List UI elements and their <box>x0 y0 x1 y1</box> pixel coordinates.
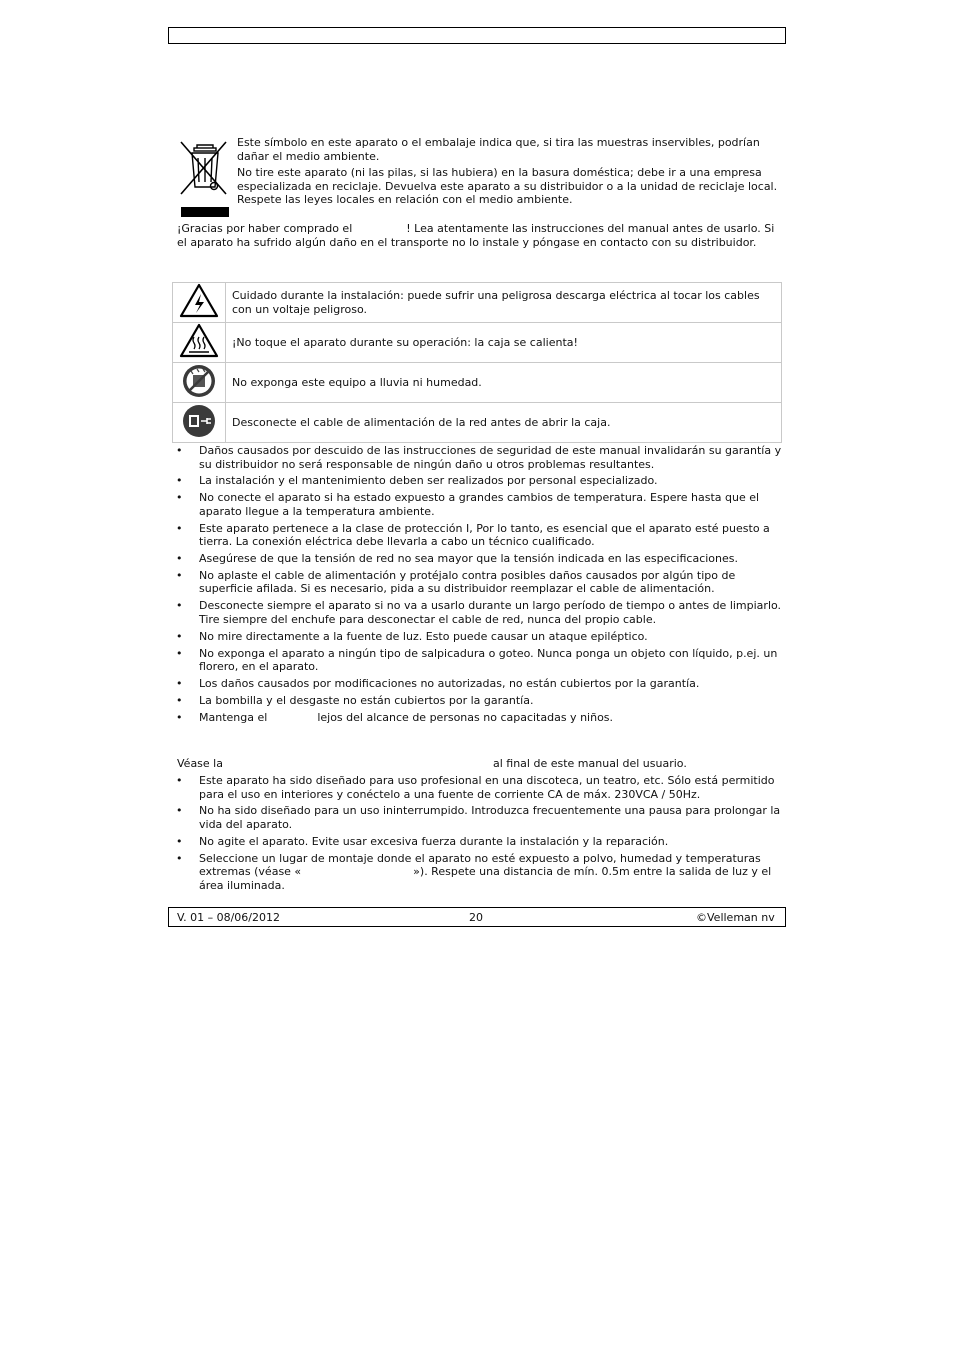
list-item: • No aplaste el cable de alimentación y protéjalo contra posibles daños causados por algún tipo de superficie afilada. Si es necesario, pida a su distribuidor reemplazar el cable de alimentación. <box>176 569 782 596</box>
weee-paragraph-2: No tire este aparato (ni las pilas, si las hubiera) en la basura doméstica; debe ir a una empresa especializada en reciclaje. Devuelva este aparato a su distribuidor o a la unidad de reciclaje local. Respete las leyes locales en relación con el medio ambiente. <box>237 166 778 206</box>
thanks-text-2: ! Lea atentamente las instrucciones del manual antes de usarlo. Si el aparato ha sufrido algún daño en el transporte no lo instale y póngase en contacto con su distribuidor. <box>177 222 775 249</box>
footer-page-number: 20 <box>469 911 483 924</box>
safety-bullet-list <box>176 444 782 728</box>
mount-text-2: »). Respete una distancia de mín. 0.5m entre la salida de luz y el área iluminada. <box>199 865 772 892</box>
list-item: • No ha sido diseñado para un uso ininterrumpido. Introduzca frecuentemente una pausa para prolongar la vida del aparato. <box>176 804 782 831</box>
footer-version: V. 01 – 08/06/2012 <box>177 911 280 924</box>
list-item: • No exponga el aparato a ningún tipo de salpicadura o goteo. Nunca ponga un objeto con líquido, p.ej. un florero, en el aparato. <box>176 647 782 674</box>
list-item <box>176 852 782 893</box>
table-row <box>173 363 782 403</box>
list-item: • Desconecte siempre el aparato si no va a usarlo durante un largo período de tiempo o antes de limpiarlo. Tire siempre del enchufe para desconectar el cable de red, nunca del propio cable. <box>176 599 782 626</box>
list-item: • Daños causados por descuido de las instrucciones de seguridad de este manual invalidarán su garantía y su distribuidor no será responsable de ningún daño u otros problemas resultantes. <box>176 444 782 471</box>
weee-notice <box>237 136 782 210</box>
usage-bullet-list <box>176 774 782 896</box>
see-text-1: Véase la <box>177 757 223 770</box>
list-item: • Los daños causados por modificaciones no autorizadas, no están cubiertos por la garantía. <box>176 677 782 691</box>
safety-text: Cuidado durante la instalación: puede sufrir una peligrosa descarga eléctrica al tocar los cables con un voltaje peligroso. <box>226 283 782 323</box>
list-item: • La instalación y el mantenimiento deben ser realizados por personal especializado. <box>176 474 782 488</box>
list-item: • Asegúrese de que la tensión de red no sea mayor que la tensión indicada en las especificaciones. <box>176 552 782 566</box>
unplug-before-opening-icon <box>181 429 217 442</box>
list-item: • No conecte el aparato si ha estado expuesto a grandes cambios de temperatura. Espere hasta que el aparato llegue a la temperatura ambiente. <box>176 491 782 518</box>
keep-away-text-2: lejos del alcance de personas no capacitadas y niños. <box>317 710 614 724</box>
header-bar <box>168 27 786 44</box>
list-item <box>176 711 782 725</box>
list-item: • Este aparato ha sido diseñado para uso profesional en una discoteca, un teatro, etc. Sólo está permitido para el uso en interiores y conéctelo a una fuente de corriente CA de máx. 230VCA / 50Hz. <box>176 774 782 801</box>
mount-text-1: Seleccione un lugar de montaje donde el aparato no esté expuesto a polvo, humedad y temperaturas extremas (véase « <box>199 851 761 879</box>
electric-shock-warning-icon <box>179 309 219 322</box>
safety-text: ¡No toque el aparato durante su operación: la caja se calienta! <box>226 323 782 363</box>
thanks-paragraph <box>177 222 782 249</box>
safety-warnings-table <box>172 282 782 443</box>
no-rain-moisture-icon <box>181 389 217 402</box>
see-reference-line <box>177 757 782 771</box>
hot-surface-warning-icon <box>179 349 219 362</box>
table-row <box>173 283 782 323</box>
list-item: • Este aparato pertenece a la clase de protección I, Por lo tanto, es esencial que el aparato esté puesto a tierra. La conexión eléctrica debe llevarla a cabo un técnico cualificado. <box>176 522 782 549</box>
list-item: • No agite el aparato. Evite usar excesiva fuerza durante la instalación y la reparación. <box>176 835 782 849</box>
safety-text: Desconecte el cable de alimentación de la red antes de abrir la caja. <box>226 403 782 443</box>
list-item: • La bombilla y el desgaste no están cubiertos por la garantía. <box>176 694 782 708</box>
thanks-text-1: ¡Gracias por haber comprado el <box>177 222 353 235</box>
safety-text: No exponga este equipo a lluvia ni humedad. <box>226 363 782 403</box>
see-text-2: al final de este manual del usuario. <box>492 757 687 770</box>
weee-crossed-bin-icon <box>178 140 230 218</box>
table-row <box>173 403 782 443</box>
weee-paragraph-1: Este símbolo en este aparato o el embalaje indica que, si tira las muestras inservibles, podrían dañar el medio ambiente. <box>237 136 760 163</box>
table-row <box>173 323 782 363</box>
keep-away-text-1: Mantenga el <box>199 710 268 724</box>
footer-copyright: ©Velleman nv <box>696 911 775 924</box>
list-item: • No mire directamente a la fuente de luz. Esto puede causar un ataque epiléptico. <box>176 630 782 644</box>
